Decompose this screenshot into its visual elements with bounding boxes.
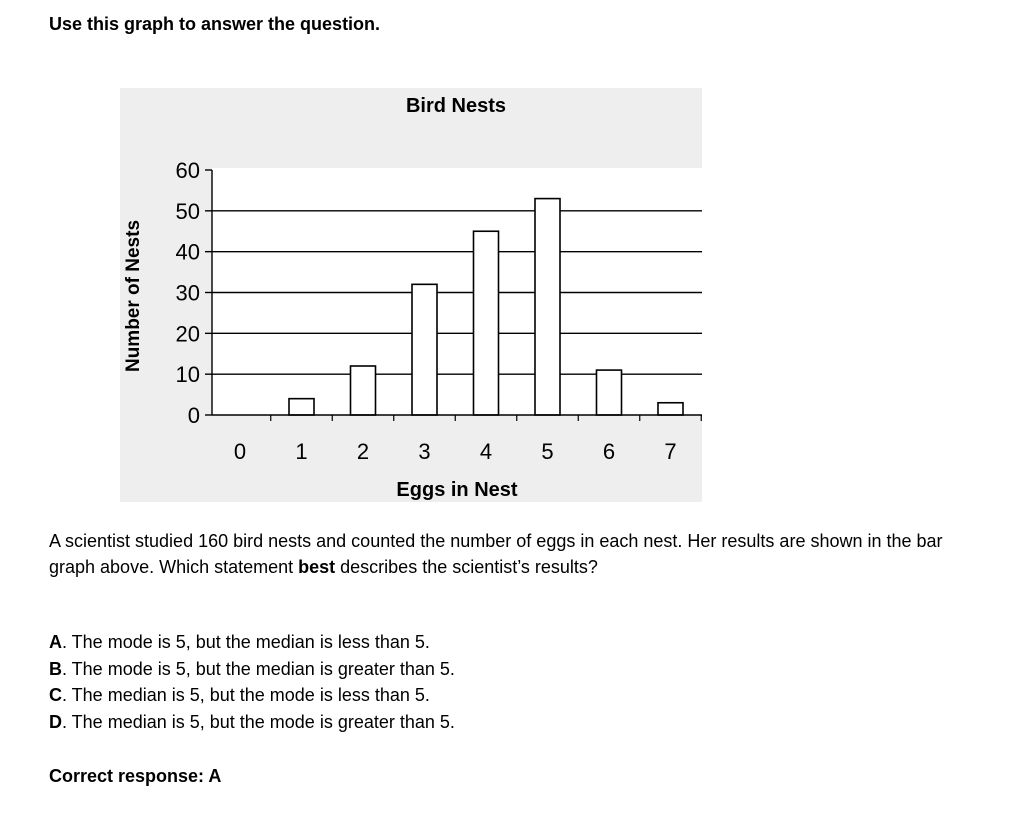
choice-c [49, 682, 455, 709]
chart-title: Bird Nests [405, 95, 507, 117]
choice-a [49, 629, 455, 656]
x-tick-label-6: 6 [602, 439, 616, 464]
plot-area [212, 168, 702, 415]
choice-d-letter: D [49, 711, 62, 732]
instruction-text: Use this graph to answer the question. [49, 14, 381, 34]
choice-d-text: . The median is 5, but the mode is greater than 5. [62, 711, 455, 732]
choice-b-letter: B [49, 658, 62, 679]
x-tick-label-1: 1 [295, 439, 308, 464]
bar-4 [474, 231, 499, 415]
question-part-1: A scientist studied 160 bird nests and counted the number of eggs in each nest. Her results are shown in the bar graph above. Which statement [49, 531, 943, 577]
y-tick-label-10: 10 [175, 362, 200, 388]
y-tick-label-20: 20 [175, 321, 200, 347]
bar-3 [412, 284, 437, 415]
x-axis-title: Eggs in Nest [396, 479, 518, 501]
answer-choices [49, 629, 455, 735]
x-tick-label-5: 5 [541, 439, 554, 464]
bar-1 [289, 399, 314, 415]
y-tick-label-60: 60 [175, 158, 200, 183]
x-tick-label-4: 4 [479, 439, 493, 464]
choice-b-text: . The mode is 5, but the median is greater than 5. [62, 658, 455, 679]
choice-c-text: . The median is 5, but the mode is less than 5. [62, 685, 430, 705]
question-emphasis: best [298, 557, 336, 577]
y-tick-label-50: 50 [175, 198, 200, 224]
bar-6 [597, 370, 622, 415]
choice-a-text: . The mode is 5, but the median is less than 5. [62, 632, 430, 652]
question-part-2: describes the scientist’s results? [335, 557, 598, 577]
choice-d [49, 709, 455, 736]
x-tick-label-0: 0 [233, 439, 247, 464]
bar-7 [658, 403, 683, 415]
question-text [49, 528, 979, 580]
y-axis-title: Number of Nests [123, 219, 144, 373]
y-tick-label-0: 0 [187, 403, 200, 428]
y-tick-label-30: 30 [175, 280, 200, 306]
bird-nests-chart [120, 88, 702, 502]
x-tick-label-3: 3 [418, 439, 431, 464]
bar-2 [351, 366, 376, 415]
choice-b [49, 656, 455, 683]
bar-5 [535, 199, 560, 415]
y-tick-label-40: 40 [175, 239, 200, 265]
x-tick-label-7: 7 [664, 439, 677, 464]
choice-c-letter: C [49, 685, 62, 705]
correct-response: Correct response: A [49, 766, 222, 786]
choice-a-letter: A [49, 632, 62, 652]
x-tick-label-2: 2 [356, 439, 370, 464]
